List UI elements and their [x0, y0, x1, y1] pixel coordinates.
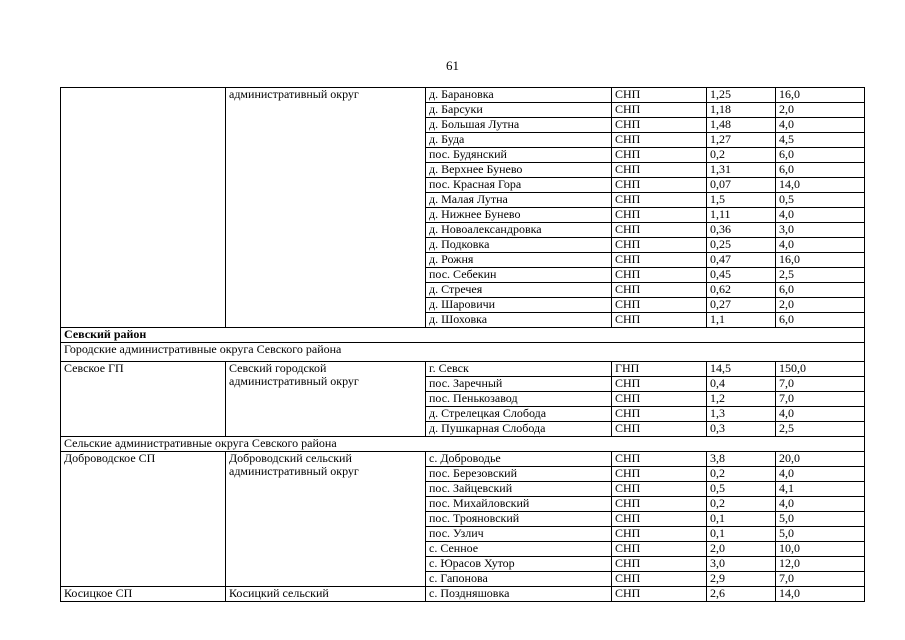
settlement-name-cell: г. Севск: [426, 362, 612, 377]
settlement-name-cell: пос. Красная Гора: [426, 178, 612, 193]
value-2-cell: 7,0: [776, 377, 865, 392]
value-2-cell: 12,0: [776, 557, 865, 572]
settlement-name-cell: д. Малая Лутна: [426, 193, 612, 208]
settlement-type-cell: СНП: [612, 103, 707, 118]
value-2-cell: 2,0: [776, 103, 865, 118]
settlement-type-cell: СНП: [612, 298, 707, 313]
value-2-cell: 3,0: [776, 223, 865, 238]
settlement-type-cell: СНП: [612, 572, 707, 587]
municipality-cell: Косицкое СП: [61, 587, 226, 602]
settlement-name-cell: пос. Узлич: [426, 527, 612, 542]
settlement-type-cell: СНП: [612, 557, 707, 572]
settlement-name-cell: пос. Будянский: [426, 148, 612, 163]
settlement-name-cell: пос. Михайловский: [426, 497, 612, 512]
settlement-type-cell: СНП: [612, 178, 707, 193]
value-1-cell: 1,25: [707, 88, 776, 103]
settlement-type-cell: СНП: [612, 118, 707, 133]
value-1-cell: 2,6: [707, 587, 776, 602]
settlement-name-cell: д. Барсуки: [426, 103, 612, 118]
rural-districts-header: Сельские административные округа Севского района: [61, 437, 865, 452]
value-2-cell: 5,0: [776, 527, 865, 542]
settlement-name-cell: с. Сенное: [426, 542, 612, 557]
settlement-name-cell: д. Шоховка: [426, 313, 612, 328]
administrative-district-cell: Доброводский сельский административный округ: [226, 452, 426, 587]
value-2-cell: 4,1: [776, 482, 865, 497]
value-1-cell: 2,0: [707, 542, 776, 557]
value-2-cell: 4,5: [776, 133, 865, 148]
value-1-cell: 0,62: [707, 283, 776, 298]
value-1-cell: 0,2: [707, 497, 776, 512]
settlement-name-cell: пос. Березовский: [426, 467, 612, 482]
table-row: [61, 587, 865, 602]
settlement-type-cell: СНП: [612, 392, 707, 407]
municipality-cell: Доброводское СП: [61, 452, 226, 587]
section-row: [61, 437, 865, 452]
section-row: [61, 343, 865, 362]
settlement-type-cell: СНП: [612, 148, 707, 163]
value-1-cell: 0,07: [707, 178, 776, 193]
administrative-district-cell: административный округ: [226, 88, 426, 328]
value-2-cell: 20,0: [776, 452, 865, 467]
settlement-name-cell: с. Юрасов Хутор: [426, 557, 612, 572]
section-row: [61, 328, 865, 343]
value-2-cell: 14,0: [776, 178, 865, 193]
settlement-name-cell: д. Верхнее Бунево: [426, 163, 612, 178]
value-1-cell: 3,8: [707, 452, 776, 467]
value-2-cell: 10,0: [776, 542, 865, 557]
value-2-cell: 2,5: [776, 422, 865, 437]
settlement-name-cell: пос. Трояновский: [426, 512, 612, 527]
settlement-name-cell: д. Нижнее Бунево: [426, 208, 612, 223]
district-title: Севский район: [61, 328, 865, 343]
value-2-cell: 16,0: [776, 253, 865, 268]
value-2-cell: 14,0: [776, 587, 865, 602]
value-2-cell: 6,0: [776, 313, 865, 328]
settlement-name-cell: с. Поздняшовка: [426, 587, 612, 602]
settlement-type-cell: СНП: [612, 407, 707, 422]
value-1-cell: 0,4: [707, 377, 776, 392]
settlement-name-cell: д. Стречея: [426, 283, 612, 298]
settlement-type-cell: СНП: [612, 208, 707, 223]
settlement-name-cell: д. Подковка: [426, 238, 612, 253]
value-1-cell: 0,25: [707, 238, 776, 253]
value-2-cell: 2,5: [776, 268, 865, 283]
value-2-cell: 6,0: [776, 283, 865, 298]
value-2-cell: 4,0: [776, 118, 865, 133]
value-1-cell: 0,27: [707, 298, 776, 313]
value-1-cell: 0,2: [707, 148, 776, 163]
settlement-type-cell: СНП: [612, 223, 707, 238]
settlement-name-cell: д. Рожня: [426, 253, 612, 268]
value-2-cell: 0,5: [776, 193, 865, 208]
value-1-cell: 1,3: [707, 407, 776, 422]
settlement-type-cell: СНП: [612, 527, 707, 542]
value-2-cell: 4,0: [776, 407, 865, 422]
value-1-cell: 0,2: [707, 467, 776, 482]
settlement-type-cell: СНП: [612, 512, 707, 527]
settlement-type-cell: ГНП: [612, 362, 707, 377]
table-row: [61, 452, 865, 467]
settlement-name-cell: пос. Себекин: [426, 268, 612, 283]
settlement-name-cell: д. Стрелецкая Слобода: [426, 407, 612, 422]
value-1-cell: 1,18: [707, 103, 776, 118]
settlement-type-cell: СНП: [612, 497, 707, 512]
value-1-cell: 1,11: [707, 208, 776, 223]
settlement-name-cell: д. Шаровичи: [426, 298, 612, 313]
value-1-cell: 0,3: [707, 422, 776, 437]
value-1-cell: 0,1: [707, 512, 776, 527]
settlement-type-cell: СНП: [612, 482, 707, 497]
table-row: [61, 362, 865, 377]
settlement-name-cell: д. Большая Лутна: [426, 118, 612, 133]
settlement-name-cell: д. Пушкарная Слобода: [426, 422, 612, 437]
municipality-cell: Севское ГП: [61, 362, 226, 437]
value-1-cell: 1,31: [707, 163, 776, 178]
value-1-cell: 1,2: [707, 392, 776, 407]
table-row: [61, 88, 865, 103]
value-1-cell: 0,47: [707, 253, 776, 268]
settlement-type-cell: СНП: [612, 88, 707, 103]
settlement-name-cell: пос. Заречный: [426, 377, 612, 392]
settlement-name-cell: пос. Зайцевский: [426, 482, 612, 497]
settlement-name-cell: д. Новоалександровка: [426, 223, 612, 238]
value-1-cell: 14,5: [707, 362, 776, 377]
settlement-type-cell: СНП: [612, 467, 707, 482]
value-2-cell: 6,0: [776, 148, 865, 163]
municipality-cell: [61, 88, 226, 328]
value-2-cell: 4,0: [776, 238, 865, 253]
settlement-type-cell: СНП: [612, 253, 707, 268]
administrative-district-cell: Севский городской административный округ: [226, 362, 426, 437]
settlement-type-cell: СНП: [612, 422, 707, 437]
value-1-cell: 1,48: [707, 118, 776, 133]
value-1-cell: 0,45: [707, 268, 776, 283]
value-1-cell: 0,1: [707, 527, 776, 542]
settlement-type-cell: СНП: [612, 238, 707, 253]
settlement-name-cell: д. Буда: [426, 133, 612, 148]
value-2-cell: 6,0: [776, 163, 865, 178]
settlement-type-cell: СНП: [612, 452, 707, 467]
settlement-name-cell: пос. Пенькозавод: [426, 392, 612, 407]
settlement-type-cell: СНП: [612, 133, 707, 148]
value-2-cell: 4,0: [776, 467, 865, 482]
value-2-cell: 5,0: [776, 512, 865, 527]
value-2-cell: 16,0: [776, 88, 865, 103]
settlements-table: [60, 87, 865, 602]
value-2-cell: 4,0: [776, 208, 865, 223]
settlement-type-cell: СНП: [612, 163, 707, 178]
value-2-cell: 150,0: [776, 362, 865, 377]
value-1-cell: 2,9: [707, 572, 776, 587]
value-1-cell: 0,5: [707, 482, 776, 497]
value-1-cell: 0,36: [707, 223, 776, 238]
page-number: 61: [446, 58, 459, 73]
settlement-name-cell: с. Доброводье: [426, 452, 612, 467]
value-1-cell: 1,5: [707, 193, 776, 208]
value-1-cell: 3,0: [707, 557, 776, 572]
settlement-type-cell: СНП: [612, 268, 707, 283]
value-2-cell: 2,0: [776, 298, 865, 313]
settlement-type-cell: СНП: [612, 377, 707, 392]
settlement-type-cell: СНП: [612, 283, 707, 298]
administrative-district-cell: Косицкий сельский: [226, 587, 426, 602]
urban-districts-header: Городские административные округа Севского района: [61, 343, 865, 362]
value-2-cell: 7,0: [776, 392, 865, 407]
settlement-type-cell: СНП: [612, 587, 707, 602]
settlement-type-cell: СНП: [612, 193, 707, 208]
value-1-cell: 1,27: [707, 133, 776, 148]
settlement-name-cell: с. Гапонова: [426, 572, 612, 587]
value-2-cell: 7,0: [776, 572, 865, 587]
value-1-cell: 1,1: [707, 313, 776, 328]
value-2-cell: 4,0: [776, 497, 865, 512]
settlement-name-cell: д. Барановка: [426, 88, 612, 103]
settlement-type-cell: СНП: [612, 313, 707, 328]
settlement-type-cell: СНП: [612, 542, 707, 557]
